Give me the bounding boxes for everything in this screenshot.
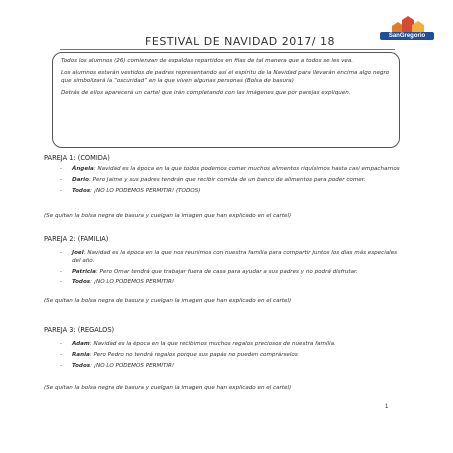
dash-bullet-icon: - xyxy=(60,166,63,172)
speaker-line: Pero Pedro no tendrá regalos porque sus papás no pueden comprárselos xyxy=(93,351,298,358)
speaker-name: Todos xyxy=(72,187,91,194)
speaker-name: Joel xyxy=(72,250,84,256)
list-item: - Todos: ¡NO LO PODEMOS PERMITIR! (TODOS) xyxy=(60,187,201,194)
speaker-line: ¡NO LO PODEMOS PERMITIR! (TODOS) xyxy=(93,187,201,194)
list-item: - Todos: ¡NO LO PODEMOS PERMITIR! xyxy=(60,279,175,286)
speaker-name: Adam xyxy=(72,341,90,347)
speaker-line: Navidad es la época en la que recibimos muchos regalos preciosos de nuestra familia. xyxy=(93,341,336,347)
dash-bullet-icon: - xyxy=(60,362,63,369)
speaker-line: Navidad es la época en la que todos podemos comer muchos alimentos riquísimos hasta casi empacharnos xyxy=(97,166,400,172)
dash-bullet-icon: - xyxy=(60,279,63,286)
document-title: FESTIVAL DE NAVIDAD 2017/ 18 xyxy=(145,35,335,48)
dash-bullet-icon: - xyxy=(60,176,63,183)
title-divider xyxy=(60,49,395,50)
speaker-name: Todos xyxy=(72,362,91,369)
stage-note: (Se quitan la bolsa negra de basura y cuelgan la imagen que han explicado en el cartel) xyxy=(44,385,292,391)
dash-bullet-icon: - xyxy=(60,268,63,275)
speaker-line: Pero Omar tendrá que trabajar fuera de casa para ayudar a sus padres y no podrá disfrutar. xyxy=(99,268,358,275)
section-title-pareja-2: PAREJA 2: (FAMILIA) xyxy=(44,235,109,243)
dash-bullet-icon: - xyxy=(60,341,63,347)
speaker-line: Navidad es la época en la que nos reunimos con nuestra familia para compartir juntos los días más especiales del año. xyxy=(72,250,398,264)
speaker-name: Rania xyxy=(72,351,90,358)
section-2-list xyxy=(60,250,405,290)
speaker-name: Todos xyxy=(72,279,91,286)
list-item: - Joel: Navidad es la época en la que nos reunimos con nuestra familia para compartir juntos los días más especiales del año. xyxy=(60,250,398,264)
section-title-pareja-1: PAREJA 1: (COMIDA) xyxy=(44,154,110,162)
logo-text: SanGregorio xyxy=(380,32,434,40)
dash-bullet-icon: - xyxy=(60,351,63,358)
intro-box xyxy=(52,52,400,148)
list-item: - Ángela: Navidad es la época en la que todos podemos comer muchos alimentos riquísimos hasta casi empacharnos xyxy=(60,166,400,172)
list-item: - Rania: Pero Pedro no tendrá regalos porque sus papás no pueden comprárselos xyxy=(60,351,298,358)
list-item: - Patricia: Pero Omar tendrá que trabajar fuera de casa para ayudar a sus padres y no podrá disfrutar. xyxy=(60,268,358,275)
dash-bullet-icon: - xyxy=(60,250,63,256)
speaker-line: Pero Jaime y sus padres tendrán que recibir comida de un banco de alimentos para poder comer. xyxy=(92,176,366,183)
stage-note: (Se quitan la bolsa negra de basura y cuelgan la imagen que han explicado en el cartel) xyxy=(44,213,292,219)
page-number: 1 xyxy=(385,404,389,410)
section-1-list xyxy=(60,166,405,198)
speaker-name: Ángela xyxy=(72,166,94,172)
intro-paragraph: Todos los alumnos (26) comienzan de espaldas repartidos en filas de tal manera que a todos se les vea. xyxy=(61,58,354,64)
speaker-name: Dario xyxy=(72,176,89,183)
speaker-line: ¡NO LO PODEMOS PERMITIR! xyxy=(93,362,175,369)
speaker-name: Patricia xyxy=(72,268,96,275)
list-item: - Todos: ¡NO LO PODEMOS PERMITIR! xyxy=(60,362,175,369)
dash-bullet-icon: - xyxy=(60,187,63,194)
list-item: - Dario: Pero Jaime y sus padres tendrán que recibir comida de un banco de alimentos para poder comer. xyxy=(60,176,366,183)
list-item: - Adam: Navidad es la época en la que recibimos muchos regalos preciosos de nuestra familia. xyxy=(60,341,336,347)
section-title-pareja-3: PAREJA 3: (REGALOS) xyxy=(44,326,115,334)
intro-paragraph: Los alumnos estarán vestidos de padres representando así el espíritu de la Navidad para llevarán encima algo negro que simbolizará la “oscuridad” en la que viven algunas personas (Bolsa de basura) xyxy=(61,69,390,85)
speaker-line: ¡NO LO PODEMOS PERMITIR! xyxy=(93,279,175,286)
intro-paragraph: Detrás de ellos aparecerá un cartel que irán completando con las imágenes que por parejas expliquen. xyxy=(61,89,351,96)
section-3-list xyxy=(60,341,405,373)
stage-note: (Se quitan la bolsa negra de basura y cuelgan la imagen que han explicado en el cartel) xyxy=(44,298,292,304)
